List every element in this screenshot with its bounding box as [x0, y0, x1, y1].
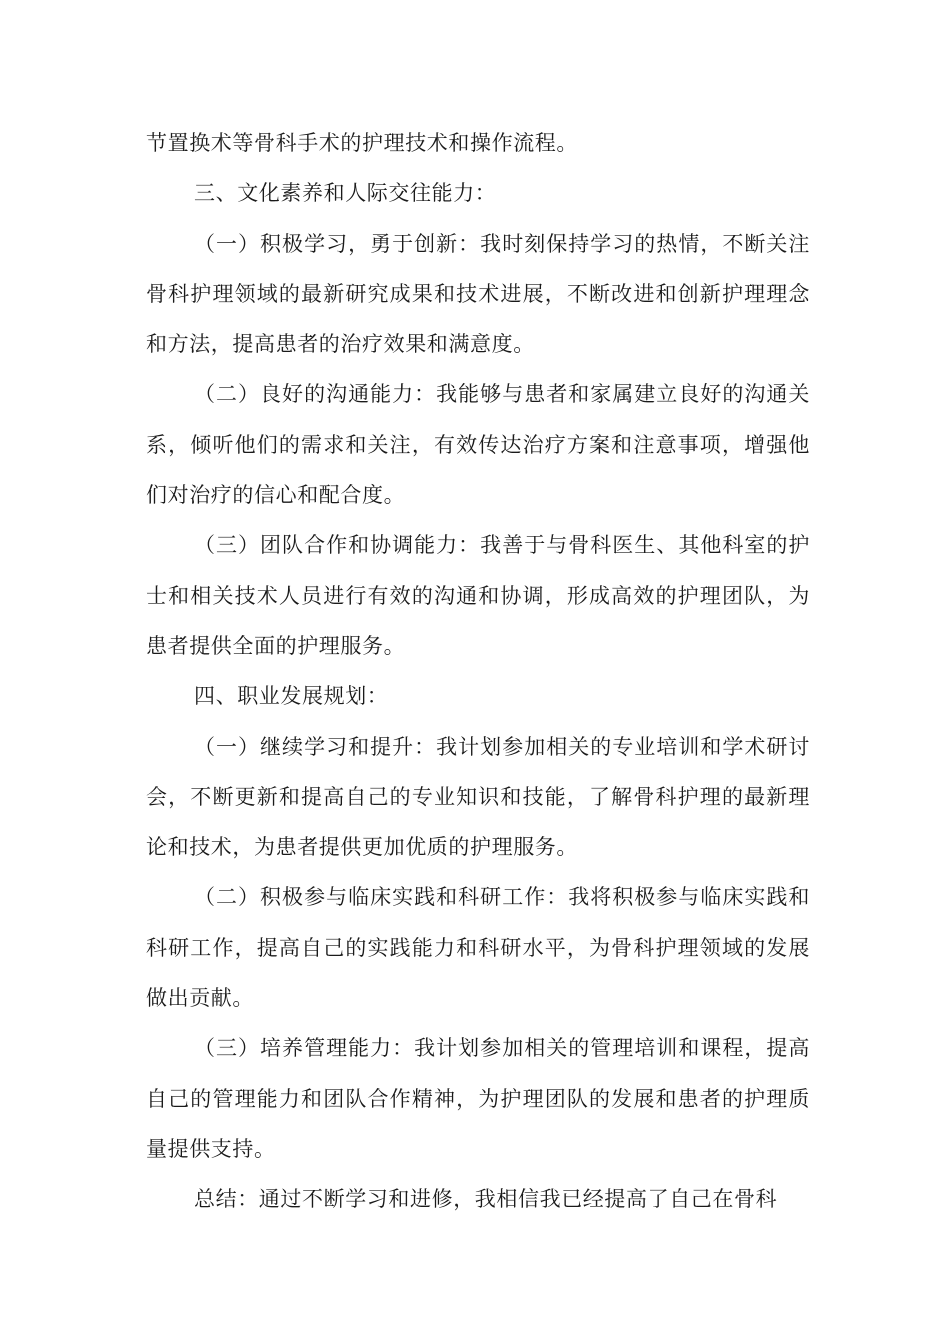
document-body: [146, 118, 810, 1225]
paragraph-3-2: （二）良好的沟通能力：我能够与患者和家属建立良好的沟通关系，倾听他们的需求和关注，有效传达治疗方案和注意事项，增强他们对治疗的信心和配合度。: [146, 382, 810, 508]
paragraph-3-1: （一）积极学习，勇于创新：我时刻保持学习的热情，不断关注骨科护理领域的最新研究成果和技术进展，不断改进和创新护理理念和方法，提高患者的治疗效果和满意度。: [146, 231, 810, 357]
paragraph-summary: 总结：通过不断学习和进修，我相信我已经提高了自己在骨科: [194, 1187, 778, 1212]
paragraph-4-2: （二）积极参与临床实践和科研工作：我将积极参与临床实践和科研工作，提高自己的实践能力和科研水平，为骨科护理领域的发展做出贡献。: [146, 885, 810, 1011]
paragraph-4-3: （三）培养管理能力：我计划参加相关的管理培训和课程，提高自己的管理能力和团队合作精神，为护理团队的发展和患者的护理质量提供支持。: [146, 1036, 810, 1161]
paragraph-4-1: （一）继续学习和提升：我计划参加相关的专业培训和学术研讨会，不断更新和提高自己的专业知识和技能，了解骨科护理的最新理论和技术，为患者提供更加优质的护理服务。: [146, 734, 810, 860]
paragraph-3-3: （三）团队合作和协调能力：我善于与骨科医生、其他科室的护士和相关技术人员进行有效的沟通和协调，形成高效的护理团队，为患者提供全面的护理服务。: [146, 533, 810, 658]
section-heading-4: 四、职业发展规划：: [194, 684, 389, 709]
paragraph-continuation: 节置换术等骨科手术的护理技术和操作流程。: [146, 131, 578, 155]
section-heading-3: 三、文化素养和人际交往能力：: [194, 181, 497, 206]
